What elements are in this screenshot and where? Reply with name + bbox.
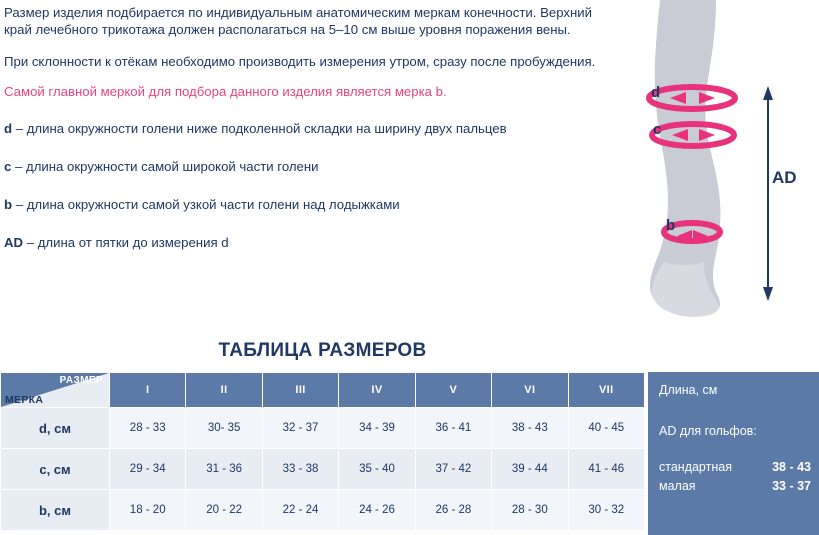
column-header-4: IV	[339, 373, 415, 408]
column-header-1: I	[110, 373, 186, 408]
cell-d-3: 32 - 37	[262, 408, 338, 449]
definition-key-b: b	[4, 197, 13, 212]
cell-c-3: 33 - 38	[262, 449, 338, 490]
info-row-small	[659, 479, 811, 493]
cell-d-6: 38 - 43	[492, 408, 568, 449]
definition-b	[4, 196, 614, 213]
table-row	[1, 449, 645, 490]
row-label-c: с, см	[1, 449, 110, 490]
cell-c-2: 31 - 36	[186, 449, 262, 490]
cell-d-2: 30- 35	[186, 408, 262, 449]
cell-d-1: 28 - 33	[110, 408, 186, 449]
measurement-definitions	[4, 120, 614, 251]
cell-c-6: 39 - 44	[492, 449, 568, 490]
cell-c-4: 35 - 40	[339, 449, 415, 490]
cell-b-5: 26 - 28	[415, 490, 491, 531]
label-d: d	[651, 84, 661, 101]
definition-d	[4, 120, 614, 137]
definition-ad	[4, 234, 614, 251]
table-title: ТАБЛИЦА РАЗМЕРОВ	[218, 340, 427, 361]
info-value-small: 33 - 37	[772, 479, 811, 493]
cell-d-5: 36 - 41	[415, 408, 491, 449]
column-header-5: V	[415, 373, 491, 408]
definition-c	[4, 158, 614, 175]
cell-d-4: 34 - 39	[339, 408, 415, 449]
column-header-6: VI	[492, 373, 568, 408]
cell-c-5: 37 - 42	[415, 449, 491, 490]
definition-text-b: – длина окружности самой узкой части голени над лодыжками	[12, 197, 400, 212]
info-label-standard: стандартная	[659, 460, 732, 474]
cell-b-4: 24 - 26	[339, 490, 415, 531]
info-panel-title: Длина, см	[659, 383, 718, 397]
column-header-3: III	[262, 373, 338, 408]
definition-text-ad: – длина от пятки до измерения d	[23, 235, 229, 250]
table-corner-cell	[1, 373, 110, 408]
definition-key-ad: AD	[4, 235, 24, 250]
info-row-standard	[659, 460, 811, 474]
intro-paragraph-1: Размер изделия подбирается по индивидуальным анатомическим меркам конечности. Верхний край лечебного трикотажа должен располагаться на 5–10 см выше уровня поражения вены.	[4, 5, 592, 37]
highlight-note: Самой главной меркой для подбора данного изделия является мерка b.	[4, 84, 447, 99]
row-label-b: b, см	[1, 490, 110, 531]
row-label-d: d, см	[1, 408, 110, 449]
cell-b-1: 18 - 20	[110, 490, 186, 531]
label-b: b	[666, 217, 676, 234]
info-label-small: малая	[659, 479, 696, 493]
leg-diagram-svg	[620, 0, 819, 330]
definition-text-d: – длина окружности голени ниже подколенной складки на ширину двух пальцев	[12, 121, 507, 136]
definition-text-c: – длина окружности самой широкой части голени	[11, 159, 319, 174]
intro-paragraph-2: При склонности к отёкам необходимо производить измерения утром, сразу после пробуждения.	[4, 54, 596, 69]
corner-inner	[1, 373, 109, 407]
size-table-head	[1, 373, 645, 408]
table-row	[1, 490, 645, 531]
cell-b-2: 20 - 22	[186, 490, 262, 531]
cell-b-6: 28 - 30	[492, 490, 568, 531]
cell-b-7: 30 - 32	[568, 490, 644, 531]
info-panel-subtitle: AD для гольфов:	[659, 424, 757, 438]
definition-key-d: d	[4, 121, 13, 136]
ad-dimension-arrow-icon	[763, 86, 773, 301]
definition-key-c: c	[4, 159, 12, 174]
description-column	[4, 4, 614, 251]
corner-measure-label: МЕРКА	[5, 394, 44, 406]
size-table	[0, 372, 645, 531]
column-header-7: VII	[568, 373, 644, 408]
size-table-header-row	[1, 373, 645, 408]
length-info-panel	[648, 372, 819, 535]
info-value-standard: 38 - 43	[772, 460, 811, 474]
corner-size-label: РАЗМЕР	[59, 375, 103, 386]
cell-c-7: 41 - 46	[568, 449, 644, 490]
leg-illustration	[620, 0, 819, 330]
column-header-2: II	[186, 373, 262, 408]
cell-c-1: 29 - 34	[110, 449, 186, 490]
table-row	[1, 408, 645, 449]
label-ad: AD	[772, 168, 797, 187]
cell-d-7: 40 - 45	[568, 408, 644, 449]
cell-b-3: 22 - 24	[262, 490, 338, 531]
size-table-body	[1, 408, 645, 531]
label-c: c	[653, 121, 662, 138]
